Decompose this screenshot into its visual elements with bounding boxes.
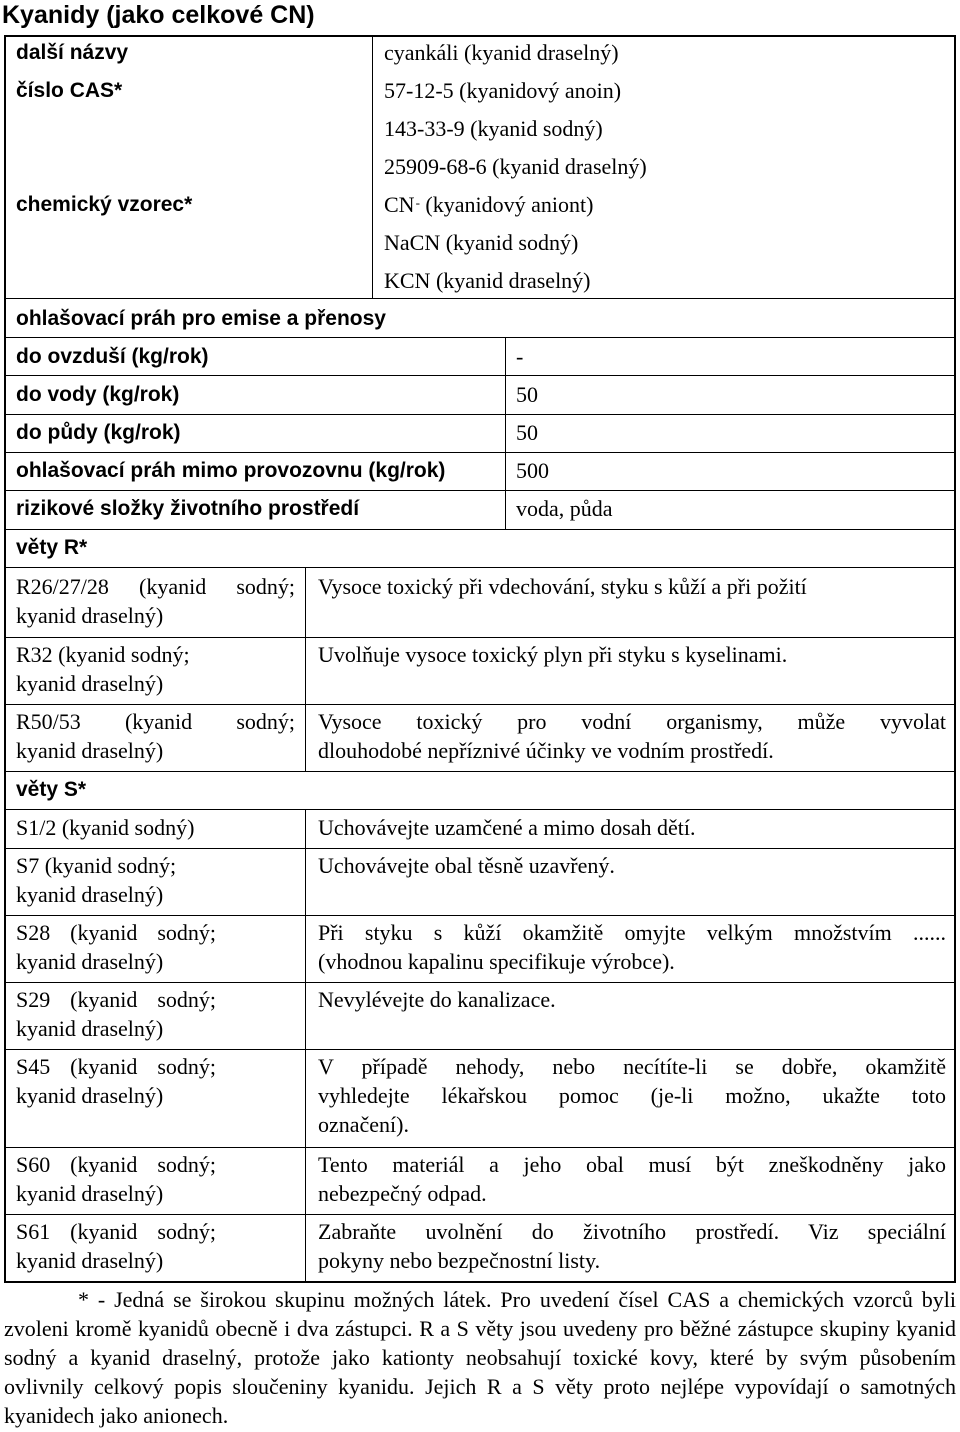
- phrase-code: S61 (kyanid sodný;: [16, 1219, 216, 1244]
- phrase-text: Uvolňuje vysoce toxický plyn při styku s kyselinami.: [318, 642, 788, 667]
- section-heading: věty S*: [16, 778, 87, 801]
- phrase-code: S29 (kyanid sodný;: [16, 987, 216, 1012]
- section-heading: věty R*: [16, 536, 88, 559]
- phrase-code: kyanid draselný): [16, 1016, 164, 1041]
- row-divider: [5, 809, 955, 810]
- row-divider: [5, 915, 955, 916]
- threshold-label: do ovzduší (kg/rok): [16, 345, 209, 368]
- phrase-code: S45 (kyanid sodný;: [16, 1054, 216, 1079]
- phrase-code: kyanid draselný): [16, 882, 164, 907]
- phrase-code: R50/53 (kyanid sodný;: [16, 709, 295, 734]
- row-divider: [5, 567, 955, 568]
- phrase-code: kyanid draselný): [16, 1083, 164, 1108]
- formula-note: (kyanidový aniont): [419, 192, 594, 217]
- info-value: cyankáli (kyanid draselný): [384, 40, 619, 65]
- info-label: chemický vzorec*: [16, 193, 193, 216]
- footnote: * - Jedná se širokou skupinu možných látek. Pro uvedení čísel CAS a chemických vzorců byli zvoleni kromě kyanidů obecně i dva zástupci. R a S věty jsou uvedeny pro běžné zástupce skupiny kyanid sodný a kyanid draselný, protože jako kationty neobsahují toxické kovy, které by svým působením ovlivnily celkový popis sloučeniny kyanidu. Jejich R a S věty proto nejlépe vypovídají o samotných kyanidech jako anionech.: [4, 1287, 956, 1428]
- info-value: 25909-68-6 (kyanid draselný): [384, 154, 647, 179]
- phrase-text: Při styku s kůží okamžitě omyjte velkým množstvím ......: [318, 920, 946, 945]
- row-divider: [5, 490, 955, 491]
- row-divider: [5, 298, 955, 299]
- info-value: [384, 190, 593, 220]
- phrase-text: Uchovávejte obal těsně uzavřený.: [318, 853, 615, 878]
- formula-base: CN: [384, 192, 415, 217]
- row-divider: [5, 637, 955, 638]
- phrase-code: S60 (kyanid sodný;: [16, 1152, 216, 1177]
- column-divider: [372, 36, 373, 298]
- phrase-code: S1/2 (kyanid sodný): [16, 815, 195, 840]
- threshold-value: 50: [516, 382, 538, 407]
- row-divider: [5, 1214, 955, 1215]
- threshold-value: -: [516, 344, 524, 369]
- phrase-text: Uchovávejte uzamčené a mimo dosah dětí.: [318, 815, 696, 840]
- phrase-text: nebezpečný odpad.: [318, 1181, 487, 1206]
- phrase-text: Zabraňte uvolnění do životního prostředí. Viz speciální: [318, 1219, 946, 1244]
- threshold-label: ohlašovací práh mimo provozovnu (kg/rok): [16, 459, 446, 482]
- threshold-label: do vody (kg/rok): [16, 383, 180, 406]
- info-value: KCN (kyanid draselný): [384, 268, 591, 293]
- phrase-text: V případě nehody, nebo necítíte-li se dobře, okamžitě: [318, 1054, 946, 1079]
- info-label: číslo CAS*: [16, 79, 123, 102]
- phrase-code: kyanid draselný): [16, 1248, 164, 1273]
- threshold-label: do půdy (kg/rok): [16, 421, 181, 444]
- phrase-text: Tento materiál a jeho obal musí být zneškodněny jako: [318, 1152, 946, 1177]
- phrase-text: (vhodnou kapalinu specifikuje výrobce).: [318, 949, 675, 974]
- row-divider: [5, 414, 955, 415]
- page-title: Kyanidy (jako celkové CN): [2, 1, 315, 29]
- threshold-value: 50: [516, 420, 538, 445]
- info-value: NaCN (kyanid sodný): [384, 230, 579, 255]
- row-divider: [5, 1147, 955, 1148]
- phrase-text: Nevylévejte do kanalizace.: [318, 987, 556, 1012]
- phrase-text: pokyny nebo bezpečnostní listy.: [318, 1248, 601, 1273]
- info-label: další názvy: [16, 41, 129, 64]
- phrase-text: Vysoce toxický při vdechování, styku s kůží a při požití: [318, 574, 807, 599]
- phrase-code: kyanid draselný): [16, 671, 164, 696]
- phrase-text: dlouhodobé nepříznivé účinky ve vodním prostředí.: [318, 738, 774, 763]
- phrase-code: R26/27/28 (kyanid sodný;: [16, 574, 295, 599]
- phrase-text: Vysoce toxický pro vodní organismy, může vyvolat: [318, 709, 946, 734]
- phrase-code: kyanid draselný): [16, 1181, 164, 1206]
- row-divider: [5, 771, 955, 772]
- phrase-code: kyanid draselný): [16, 738, 164, 763]
- phrase-text: vyhledejte lékařskou pomoc (je-li možno, ukažte toto: [318, 1083, 946, 1108]
- phrase-code: kyanid draselný): [16, 603, 164, 628]
- row-divider: [5, 375, 955, 376]
- info-value: 57-12-5 (kyanidový anoin): [384, 78, 622, 103]
- column-divider: [305, 567, 306, 771]
- row-divider: [5, 452, 955, 453]
- phrase-code: S28 (kyanid sodný;: [16, 920, 216, 945]
- row-divider: [5, 848, 955, 849]
- row-divider: [5, 982, 955, 983]
- formula-charge: -: [415, 195, 420, 210]
- threshold-value: voda, půda: [516, 496, 613, 521]
- threshold-value: 500: [516, 458, 549, 483]
- column-divider: [305, 809, 306, 1282]
- column-divider: [505, 337, 506, 529]
- row-divider: [5, 337, 955, 338]
- row-divider: [5, 1049, 955, 1050]
- threshold-label: rizikové složky životního prostředí: [16, 497, 360, 520]
- row-divider: [5, 529, 955, 530]
- phrase-code: S7 (kyanid sodný;: [16, 853, 177, 878]
- row-divider: [5, 704, 955, 705]
- phrase-code: kyanid draselný): [16, 949, 164, 974]
- section-heading: ohlašovací práh pro emise a přenosy: [16, 307, 386, 330]
- info-value: 143-33-9 (kyanid sodný): [384, 116, 603, 141]
- phrase-code: R32 (kyanid sodný;: [16, 642, 190, 667]
- phrase-text: označení).: [318, 1112, 409, 1137]
